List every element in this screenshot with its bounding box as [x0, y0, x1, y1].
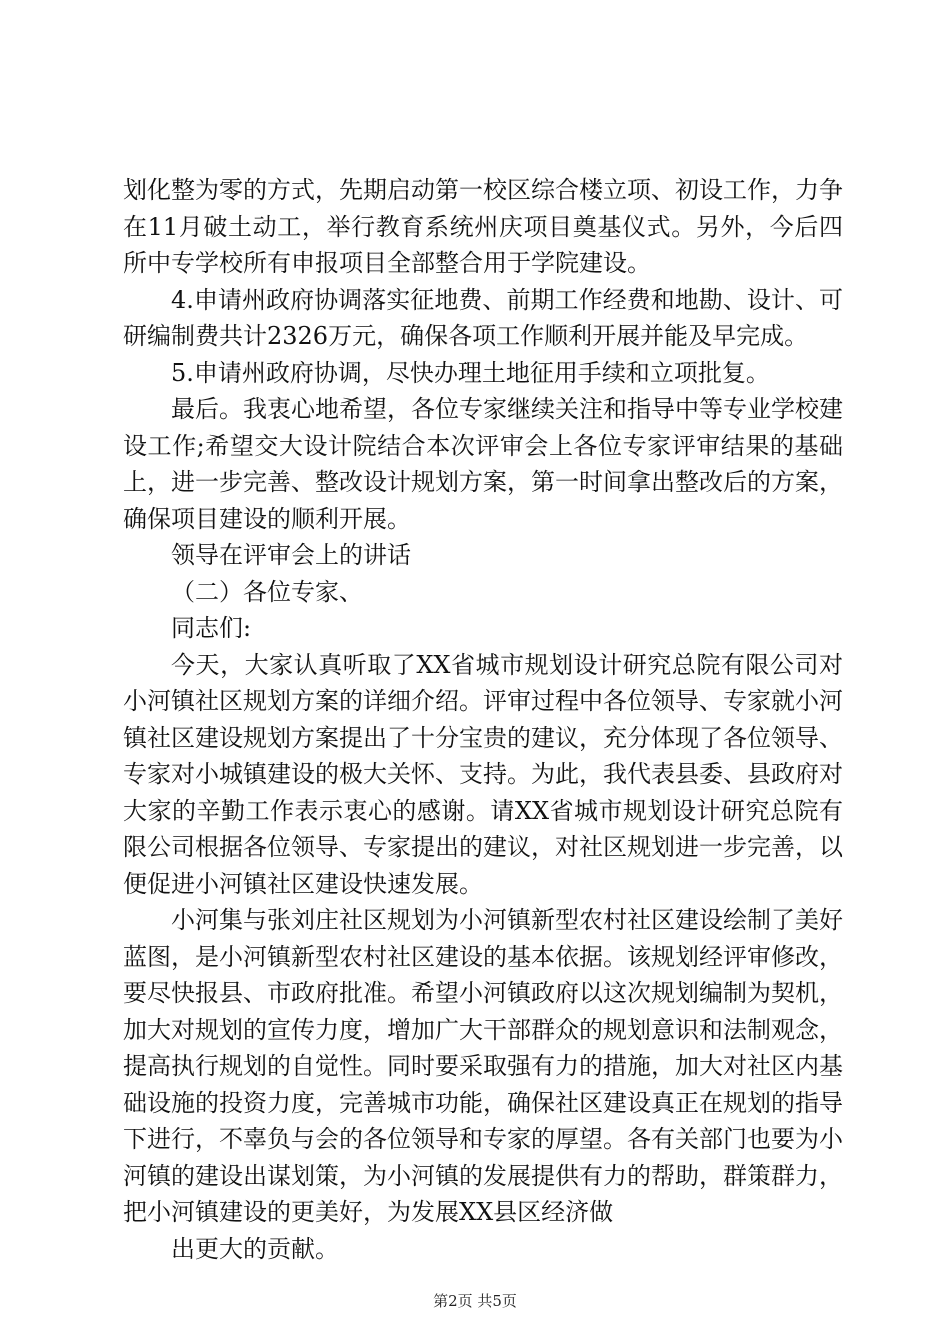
- salutation-comrades: 同志们:: [171, 614, 252, 642]
- paragraph-speech-1: 今天，大家认真听取了XX省城市规划设计研究总院有限公司对小河镇社区规划方案的详细介绍。评审过程中各位领导、专家就小河镇社区建设规划方案提出了十分宝贵的建议，充分体现了各位领导、专家对小城镇建设的极大关怀、支持。为此，我代表县委、县政府对大家的辛勤工作表示衷心的感谢。请XX省城市规划设计研究总院有限公司根据各位领导、专家提出的建议，对社区规划进一步完善，以便促进小河镇社区建设快速发展。: [123, 650, 843, 898]
- salutation-experts: （二）各位专家、: [171, 577, 363, 606]
- section-heading: 领导在评审会上的讲话: [171, 541, 411, 569]
- paragraph-speech-2: 小河集与张刘庄社区规划为小河镇新型农村社区建设绘制了美好蓝图，是小河镇新型农村社区建设的基本依据。该规划经评审修改，要尽快报县、市政府批准。希望小河镇政府以这次规划编制为契机，加大对规划的宣传力度，增加广大干部群众的规划意识和法制观念，提高执行规划的自觉性。同时要采取强有力的措施，加大对社区内基础设施的投资力度，完善城市功能，确保社区建设真正在规划的指导下进行，不辜负与会的各位领导和专家的厚望。各有关部门也要为小河镇的建设出谋划策，为小河镇的发展提供有力的帮助，群策群力，把小河镇建设的更美好，为发展XX县区经济做: [123, 906, 843, 1226]
- page-number-footer: 第2页 共5页: [433, 1292, 517, 1310]
- paragraph-speech-ending: 出更大的贡献。: [171, 1234, 339, 1263]
- paragraph-closing: 最后。我衷心地希望，各位专家继续关注和指导中等专业学校建设工作;希望交大设计院结合本次评审会上各位专家评审结果的基础上，进一步完善、整改设计规划方案，第一时间拿出整改后的方案，确保项目建设的顺利开展。: [123, 395, 843, 533]
- paragraph-item-4: 4.申请州政府协调落实征地费、前期工作经费和地勘、设计、可研编制费共计2326万元，确保各项工作顺利开展并能及早完成。: [123, 285, 843, 350]
- document-body: [123, 172, 843, 1267]
- paragraph-item-5: 5.申请州政府协调，尽快办理土地征用手续和立项批复。: [171, 358, 770, 387]
- paragraph-continuation: 划化整为零的方式，先期启动第一校区综合楼立项、初设工作，力争在11月破土动工，举行教育系统州庆项目奠基仪式。另外，今后四所中专学校所有申报项目全部整合用于学院建设。: [123, 176, 843, 277]
